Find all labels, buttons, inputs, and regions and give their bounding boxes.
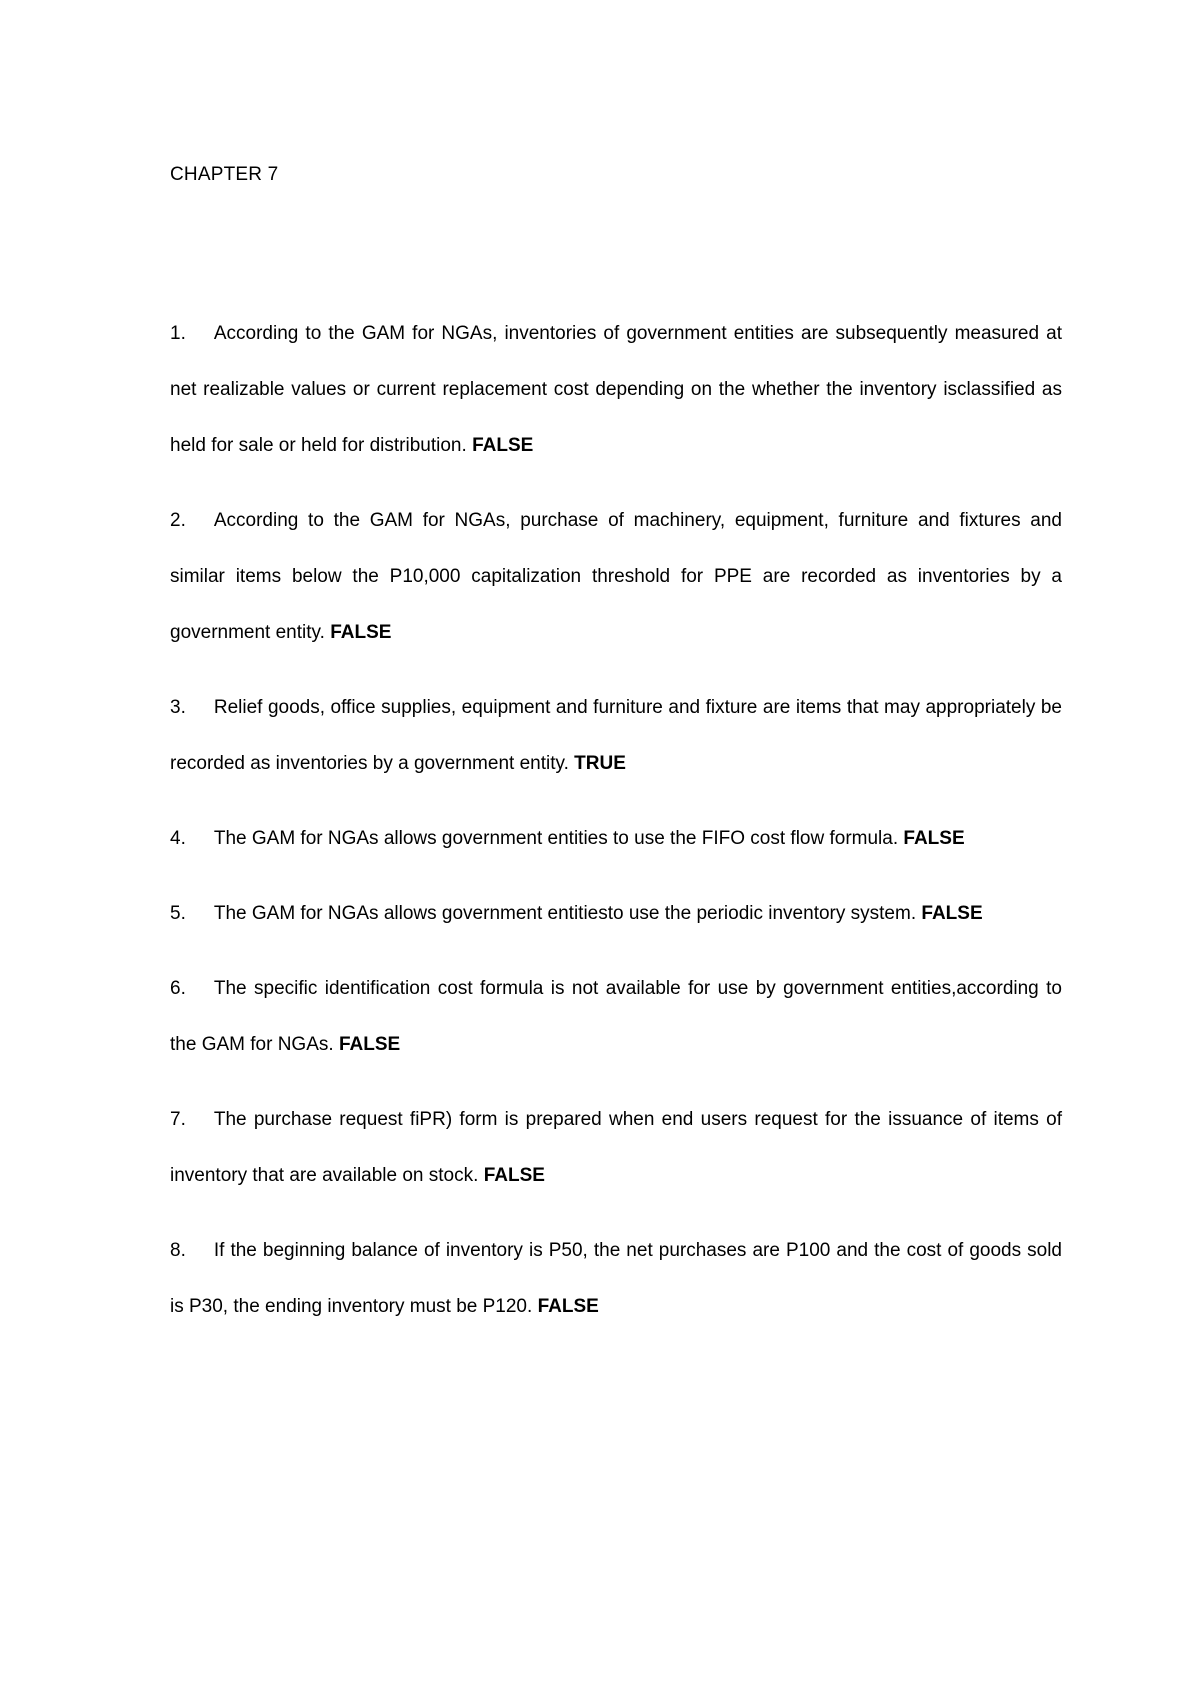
question-number: 3. (170, 697, 186, 718)
question-number: 4. (170, 828, 186, 849)
answer-label: TRUE (574, 753, 626, 774)
question-item (170, 811, 1062, 867)
question-text: The specific identification cost formula is not available for use by government entities,according to the GAM for NGAs. (170, 978, 1062, 1055)
question-text: The GAM for NGAs allows government entitiesto use the periodic inventory system. (213, 903, 917, 924)
question-text: According to the GAM for NGAs, purchase of machinery, equipment, furniture and fixtures and similar items below the P10,000 capitalization threshold for PPE are recorded as inventories by a government entity. (170, 510, 1062, 643)
question-list (170, 306, 1062, 1354)
question-number: 2. (170, 510, 186, 531)
question-item (170, 886, 1062, 942)
answer-label: FALSE (537, 1296, 599, 1317)
answer-label: FALSE (330, 622, 392, 643)
question-item (170, 1223, 1062, 1335)
question-text: According to the GAM for NGAs, inventories of government entities are subsequently measured at net realizable values or current replacement cost depending on the whether the inventory isclassified as held for sale or held for distribution. (170, 323, 1062, 456)
question-text: The GAM for NGAs allows government entities to use the FIFO cost flow formula. (213, 828, 899, 849)
question-number: 1. (170, 323, 186, 344)
question-text: The purchase request fiPR) form is prepared when end users request for the issuance of items of inventory that are available on stock. (170, 1109, 1062, 1186)
question-text: If the beginning balance of inventory is P50, the net purchases are P100 and the cost of goods sold is P30, the ending inventory must be P120. (170, 1240, 1062, 1317)
question-item (170, 1092, 1062, 1204)
chapter-title: CHAPTER 7 (170, 164, 279, 185)
question-number: 6. (170, 978, 186, 999)
answer-label: FALSE (921, 903, 983, 924)
question-number: 8. (170, 1240, 186, 1261)
question-number: 7. (170, 1109, 186, 1130)
question-item (170, 493, 1062, 661)
question-item (170, 306, 1062, 474)
answer-label: FALSE (903, 828, 965, 849)
answer-label: FALSE (472, 435, 534, 456)
answer-label: FALSE (483, 1165, 545, 1186)
question-number: 5. (170, 903, 186, 924)
question-item (170, 680, 1062, 792)
answer-label: FALSE (338, 1034, 401, 1055)
question-text: Relief goods, office supplies, equipment and furniture and fixture are items that may appropriately be recorded as inventories by a government entity. (170, 697, 1062, 774)
question-item (170, 961, 1062, 1073)
